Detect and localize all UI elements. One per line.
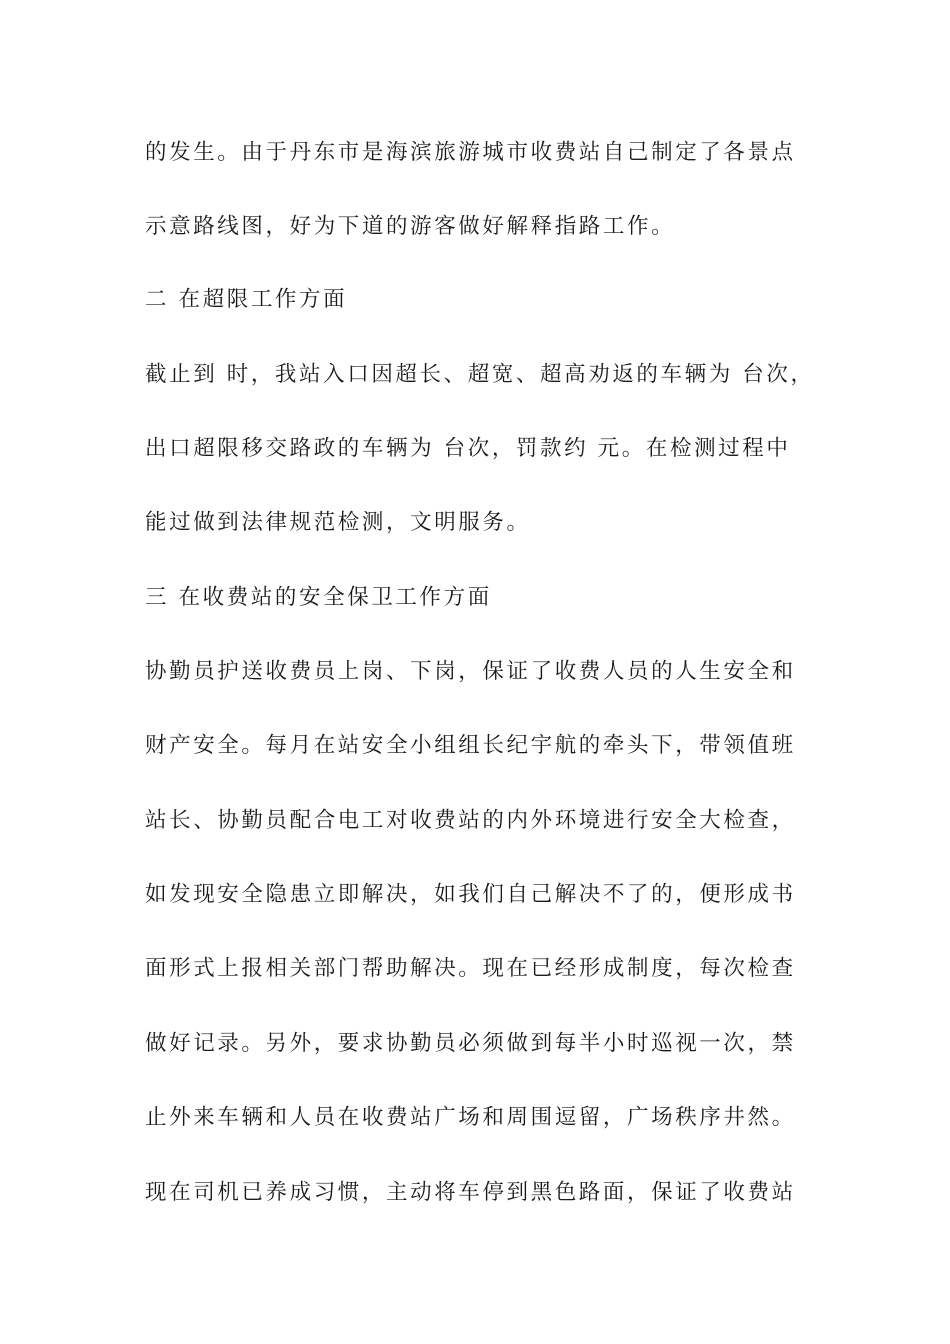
text-line: 现在司机已养成习惯，主动将车停到黑色路面，保证了收费站	[145, 1180, 796, 1205]
section-heading: 三 在收费站的安全保卫工作方面	[145, 585, 492, 610]
text-line: 出口超限移交路政的车辆为 台次，罚款约 元。在检测过程中	[145, 436, 791, 461]
text-line: 财产安全。每月在站安全小组组长纪宇航的牵头下，带领值班	[145, 733, 796, 758]
text-line: 做好记录。另外，要求协勤员必须做到每半小时巡视一次，禁	[145, 1031, 796, 1056]
section-heading: 二 在超限工作方面	[145, 287, 348, 312]
text-line: 如发现安全隐患立即解决，如我们自己解决不了的，便形成书	[145, 882, 796, 907]
text-line: 协勤员护送收费员上岗、下岗，保证了收费人员的人生安全和	[145, 659, 796, 684]
text-line: 截止到 时，我站入口因超长、超宽、超高劝返的车辆为 台次，	[145, 362, 815, 387]
text-line: 站长、协勤员配合电工对收费站的内外环境进行安全大检查，	[145, 808, 796, 833]
text-line: 能过做到法律规范检测，文明服务。	[145, 510, 531, 535]
text-line: 止外来车辆和人员在收费站广场和周围逗留，广场秩序井然。	[145, 1105, 796, 1130]
text-line: 示意路线图，好为下道的游客做好解释指路工作。	[145, 214, 676, 239]
text-line: 的发生。由于丹东市是海滨旅游城市收费站自己制定了各景点	[145, 140, 796, 165]
text-line: 面形式上报相关部门帮助解决。现在已经形成制度，每次检查	[145, 956, 796, 981]
